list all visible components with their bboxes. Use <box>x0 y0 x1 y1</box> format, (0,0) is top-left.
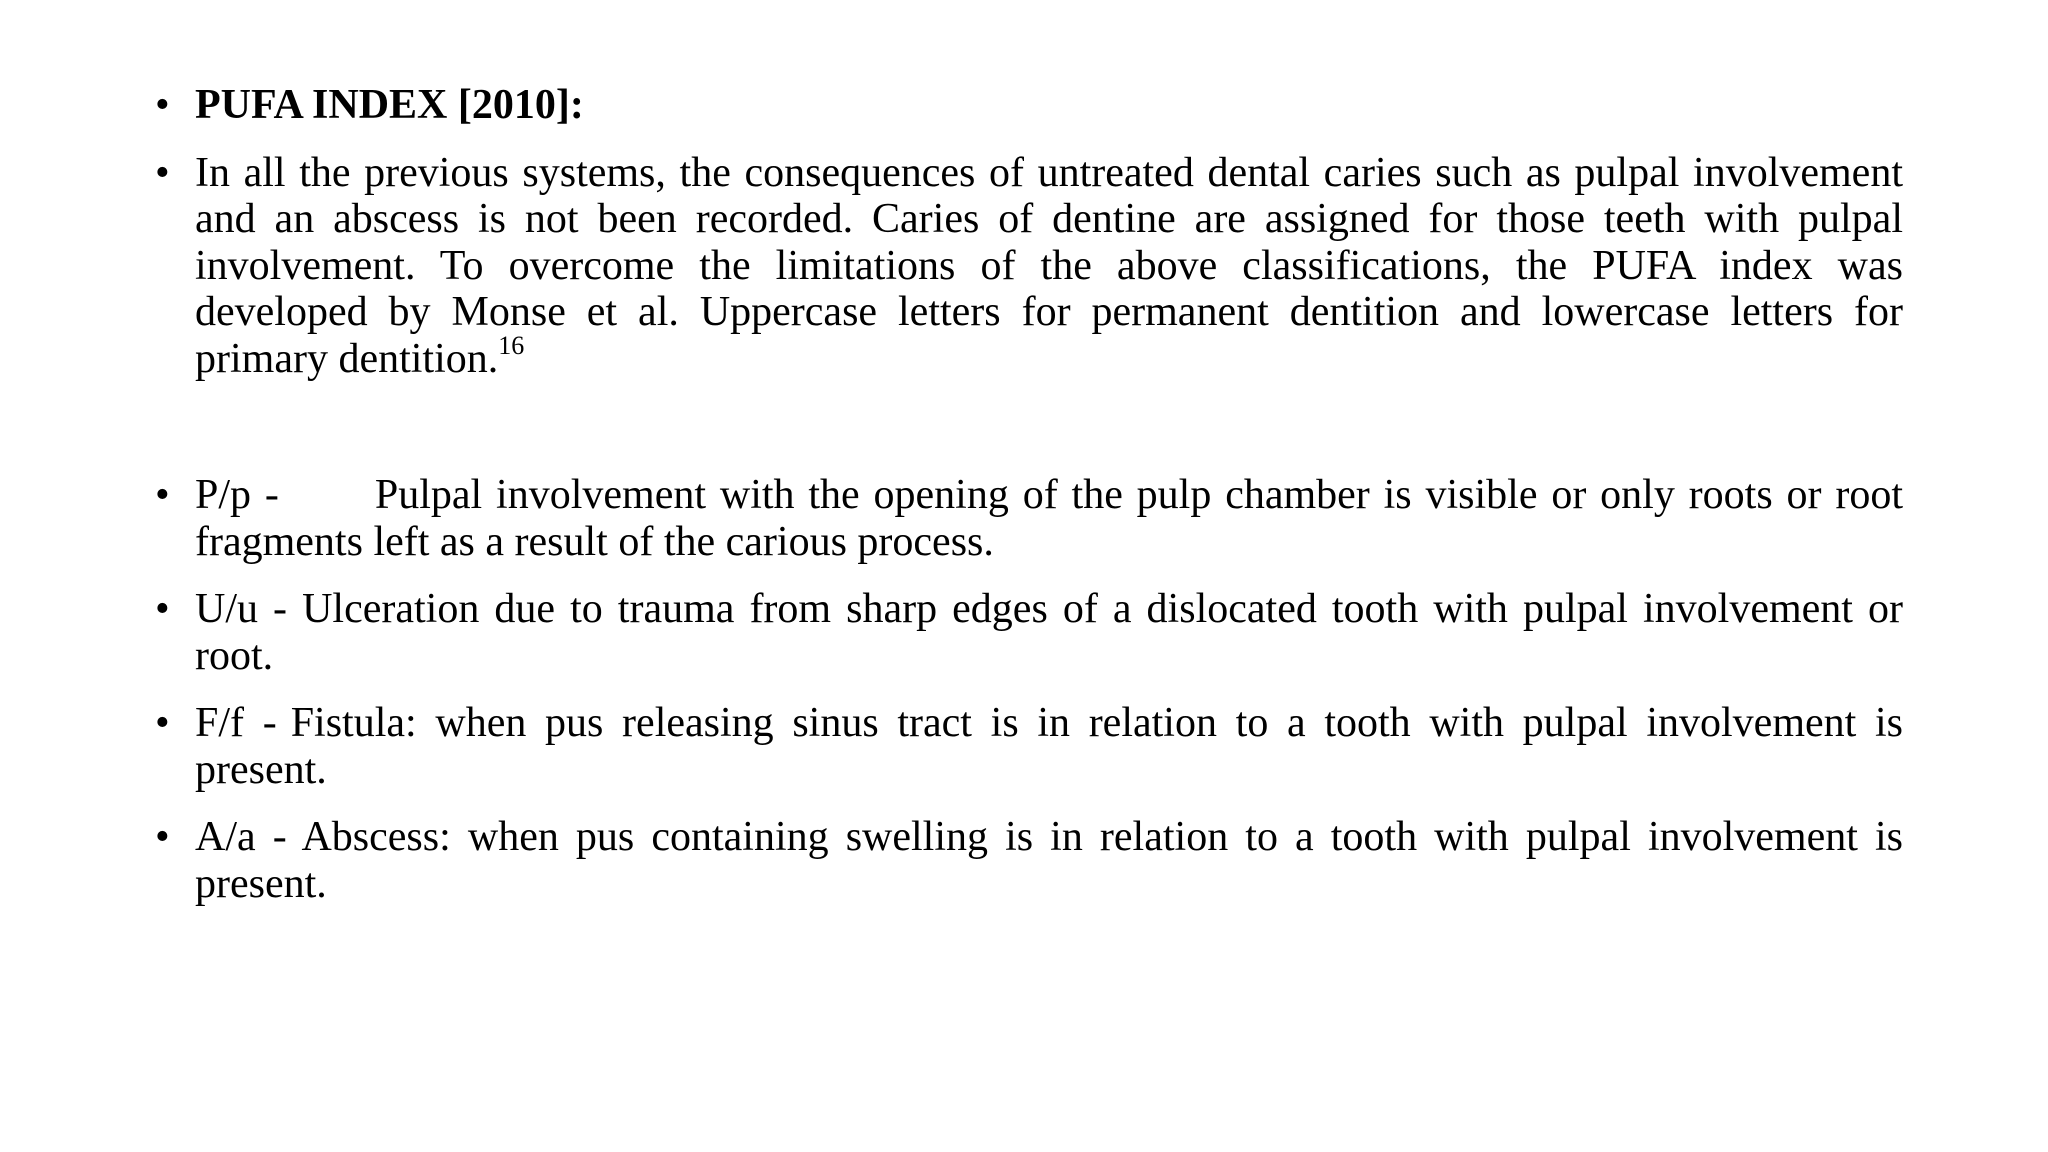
slide-content <box>155 82 1903 907</box>
item-text: Ulceration due to trauma from sharp edges of a dislocated tooth with pulpal involvement or root. <box>195 586 1903 679</box>
bullet-dot: • <box>155 700 170 746</box>
item-text: Pulpal involvement with the opening of the pulp chamber is visible or only roots or root fragments left as a result of the carious process. <box>195 472 1904 565</box>
bullet-dot: • <box>155 82 170 128</box>
bullet-dot: • <box>155 149 170 196</box>
bullet-heading <box>155 82 1903 129</box>
heading-text: PUFA INDEX [2010]: <box>195 82 584 128</box>
bullet-item-pulpal <box>155 472 1903 565</box>
intro-text: In all the previous systems, the consequences of untreated dental caries such as pulpal involvement and an abscess is not been recorded. Caries of dentine are assigned for those teeth with pulpal involvement. To overcome the limitations of the above classifications, the PUFA index was developed by Monse et al. Uppercase letters for permanent dentition and lowercase letters for primary dentition. <box>195 149 1903 382</box>
bullet-dot: • <box>155 586 170 632</box>
item-code: U/u - <box>195 586 288 632</box>
bullet-dot: • <box>155 814 170 860</box>
bullet-item-fistula <box>155 700 1903 793</box>
bullet-intro <box>155 150 1903 383</box>
bullet-item-ulceration <box>155 586 1903 679</box>
item-code: P/p - <box>195 472 279 518</box>
bullet-dot: • <box>155 472 170 518</box>
item-text: Abscess: when pus containing swelling is in relation to a tooth with pulpal involvement is present. <box>195 814 1903 907</box>
item-code: A/a - <box>195 814 287 860</box>
citation-number: 16 <box>498 330 525 360</box>
item-text: Fistula: when pus releasing sinus tract is in relation to a tooth with pulpal involvement is present. <box>195 700 1903 793</box>
bullet-item-abscess <box>155 814 1903 907</box>
item-code: F/f - <box>195 700 277 746</box>
